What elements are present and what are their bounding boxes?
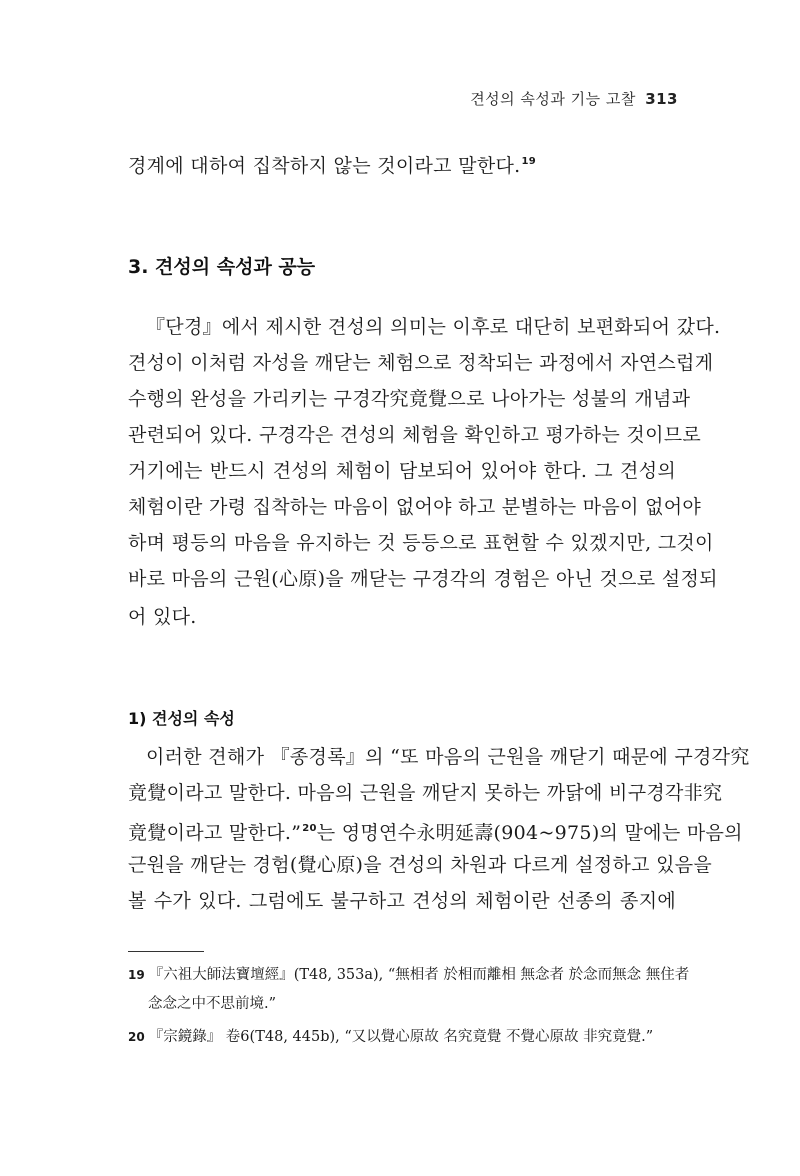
- paragraph-line: 이러한 견해가 『종경록』의 “또 마음의 근원을 깨닫기 때문에 구경각究: [146, 746, 750, 768]
- paragraph-line: 어 있다.: [128, 606, 197, 628]
- footnote-19-continuation: 念念之中不思前境.”: [148, 996, 277, 1012]
- paragraph-line: [128, 816, 743, 846]
- paragraph-line: 견성이 이처럼 자성을 깨닫는 체험으로 정착되는 과정에서 자연스럽게: [128, 352, 714, 374]
- paragraph-line: 수행의 완성을 가리키는 구경각究竟覺으로 나아가는 성불의 개념과: [128, 388, 691, 410]
- paragraph-segment: 竟覺이라고 말한다.”: [128, 822, 302, 844]
- footnote-number: 19: [128, 968, 145, 982]
- running-header: [470, 88, 678, 109]
- paragraph-line: 竟覺이라고 말한다. 마음의 근원을 깨닫지 못하는 까닭에 비구경각非究: [128, 782, 723, 804]
- paragraph-line: 근원을 깨닫는 경험(覺心原)을 견성의 차원과 다르게 설정하고 있음을: [128, 854, 713, 876]
- paragraph-line: 관련되어 있다. 구경각은 견성의 체험을 확인하고 평가하는 것이므로: [128, 424, 702, 446]
- footnote-19: [128, 964, 690, 986]
- section-heading: 3. 견성의 속성과 공능: [128, 256, 316, 278]
- paragraph-line: 체험이란 가령 집착하는 마음이 없어야 하고 분별하는 마음이 없어야: [128, 496, 702, 518]
- running-title: 견성의 속성과 기능 고찰: [470, 90, 636, 108]
- footnote-divider: [128, 951, 204, 952]
- subsection-heading: 1) 견성의 속성: [128, 709, 235, 728]
- paragraph-line: 바로 마음의 근원(心原)을 깨닫는 구경각의 경험은 아닌 것으로 설정되: [128, 568, 718, 590]
- footnote-text: 『宗鏡錄』 卷6(T48, 445b), “又以覺心原故 名究竟覺 不覺心原故 非究竟覺.”: [148, 1029, 654, 1045]
- paragraph-segment: 는 영명연수永明延壽(904~975)의 말에는 마음의: [316, 822, 743, 844]
- page-number: 313: [645, 90, 678, 108]
- footnote-ref-20: 20: [302, 823, 317, 834]
- paragraph-line: 하며 평등의 마음을 유지하는 것 등등으로 표현할 수 있겠지만, 그것이: [128, 532, 714, 554]
- footnote-20: [128, 1026, 676, 1048]
- footnote-text: 『六祖大師法寶壇經』(T48, 353a), “無相者 於相而離相 無念者 於念而無念 無住者: [148, 967, 690, 983]
- intro-line: [128, 149, 676, 179]
- footnote-ref-19: 19: [521, 156, 536, 167]
- footnote-number: 20: [128, 1030, 145, 1044]
- paragraph-line: 거기에는 반드시 견성의 체험이 담보되어 있어야 한다. 그 견성의: [128, 460, 676, 482]
- paragraph-line: 『단경』에서 제시한 견성의 의미는 이후로 대단히 보편화되어 갔다.: [146, 316, 721, 338]
- paragraph-line: 볼 수가 있다. 그럼에도 불구하고 견성의 체험이란 선종의 종지에: [128, 890, 676, 912]
- intro-text: 경계에 대하여 집착하지 않는 것이라고 말한다.: [128, 155, 521, 177]
